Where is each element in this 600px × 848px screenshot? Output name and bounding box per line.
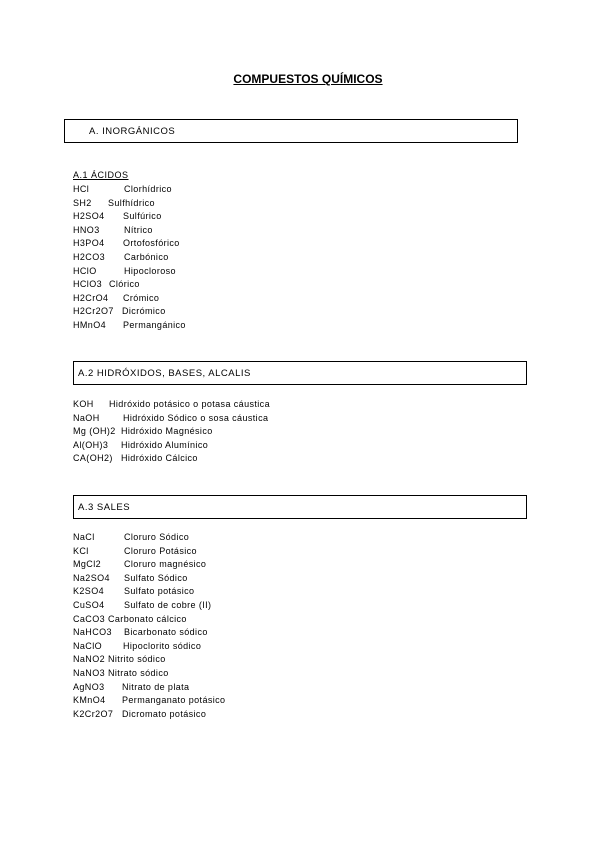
compound-formula: HMnO4 [73, 319, 107, 330]
compound-name: Clórico [109, 279, 140, 290]
compound-name: Crómico [123, 292, 160, 303]
section-hidroxidos-title: A.2 HIDRÓXIDOS, BASES, ALCALIS [78, 368, 251, 379]
section-sales-box [73, 495, 527, 519]
compound-name: Carbónico [124, 251, 169, 262]
compound-name: Nítrico [124, 224, 153, 235]
compound-formula: KCl [73, 545, 89, 556]
compound-formula: HNO3 [73, 224, 100, 235]
section-hidroxidos-box [73, 361, 527, 385]
compound-formula: H2CO3 [73, 251, 106, 262]
compound-formula: NaCl [73, 532, 95, 542]
compound-formula: H2CrO4 [73, 292, 109, 303]
compound-formula: KMnO4 [73, 695, 106, 706]
compound-formula: H3PO4 [73, 238, 105, 249]
compound-formula: K2Cr2O7 [73, 708, 114, 719]
compound-name: Hidróxido Magnésico [121, 426, 213, 437]
compound-formula: NaOH [73, 412, 100, 423]
compound-formula: NaClO [73, 640, 103, 651]
compound-formula: HClO3 [73, 279, 103, 290]
compound-name: Hidróxido Sódico o sosa cáustica [123, 412, 269, 423]
compound-name: Hipocloroso [124, 265, 176, 276]
compound-formula: CuSO4 [73, 599, 105, 610]
compound-name: Hidróxido Alumínico [121, 439, 209, 450]
compound-formula: CA(OH2) [73, 453, 113, 464]
compound-name: Sulfúrico [123, 211, 162, 222]
compound-name: Cloruro Potásico [124, 545, 197, 556]
compound-formula: HClO [73, 265, 97, 276]
compound-formula: SH2 [73, 197, 92, 208]
compound-formula: NaNO3 [73, 667, 106, 678]
section-inorganicos-title: A. INORGÁNICOS [89, 126, 176, 137]
compound-formula: Al(OH)3 [73, 439, 109, 450]
compound-name: Cloruro Sódico [124, 532, 190, 542]
section-inorganicos-box [64, 119, 518, 143]
compound-name: Nitrito sódico [108, 654, 166, 665]
compound-name: Hipoclorito sódico [123, 640, 202, 651]
compound-name: Bicarbonato sódico [124, 627, 208, 638]
compound-name: Dicrómico [122, 306, 166, 317]
compound-formula: NaHCO3 [73, 627, 112, 638]
compound-name: Cloruro magnésico [124, 559, 207, 570]
compound-formula: H2SO4 [73, 211, 105, 222]
compound-formula: HCl [73, 184, 90, 194]
compound-name: Nitrato sódico [108, 667, 169, 678]
compound-name: Hidróxido potásico o potasa cáustica [109, 399, 270, 409]
compound-name: Sulfato de cobre (II) [124, 599, 212, 610]
compound-name: Hidróxido Cálcico [121, 453, 198, 464]
compound-name: Ortofosfórico [123, 238, 180, 249]
compound-formula: CaCO3 [73, 613, 106, 624]
compound-name: Clorhídrico [124, 184, 172, 194]
compound-formula: NaNO2 [73, 654, 106, 665]
compound-name: Carbonato cálcico [108, 613, 187, 624]
compound-formula: KOH [73, 399, 94, 409]
section-sales-title: A.3 SALES [78, 502, 131, 513]
compound-formula: Na2SO4 [73, 572, 110, 583]
compound-name: Permangánico [123, 319, 186, 330]
compound-formula: K2SO4 [73, 586, 105, 597]
compound-name: Nitrato de plata [122, 681, 190, 692]
acidos-heading: A.1 ÁCIDOS [73, 170, 129, 180]
compound-formula: MgCl2 [73, 559, 102, 570]
compound-name: Sulfhídrico [108, 197, 155, 208]
compound-formula: H2Cr2O7 [73, 306, 114, 317]
compound-formula: AgNO3 [73, 681, 105, 692]
compound-name: Sulfato potásico [124, 586, 195, 597]
compound-name: Permanganato potásico [122, 695, 226, 706]
compound-formula: Mg (OH)2 [73, 426, 116, 437]
page-title: COMPUESTOS QUÍMICOS [233, 72, 383, 86]
compound-name: Sulfato Sódico [124, 572, 188, 583]
compound-name: Dicromato potásico [122, 708, 207, 719]
